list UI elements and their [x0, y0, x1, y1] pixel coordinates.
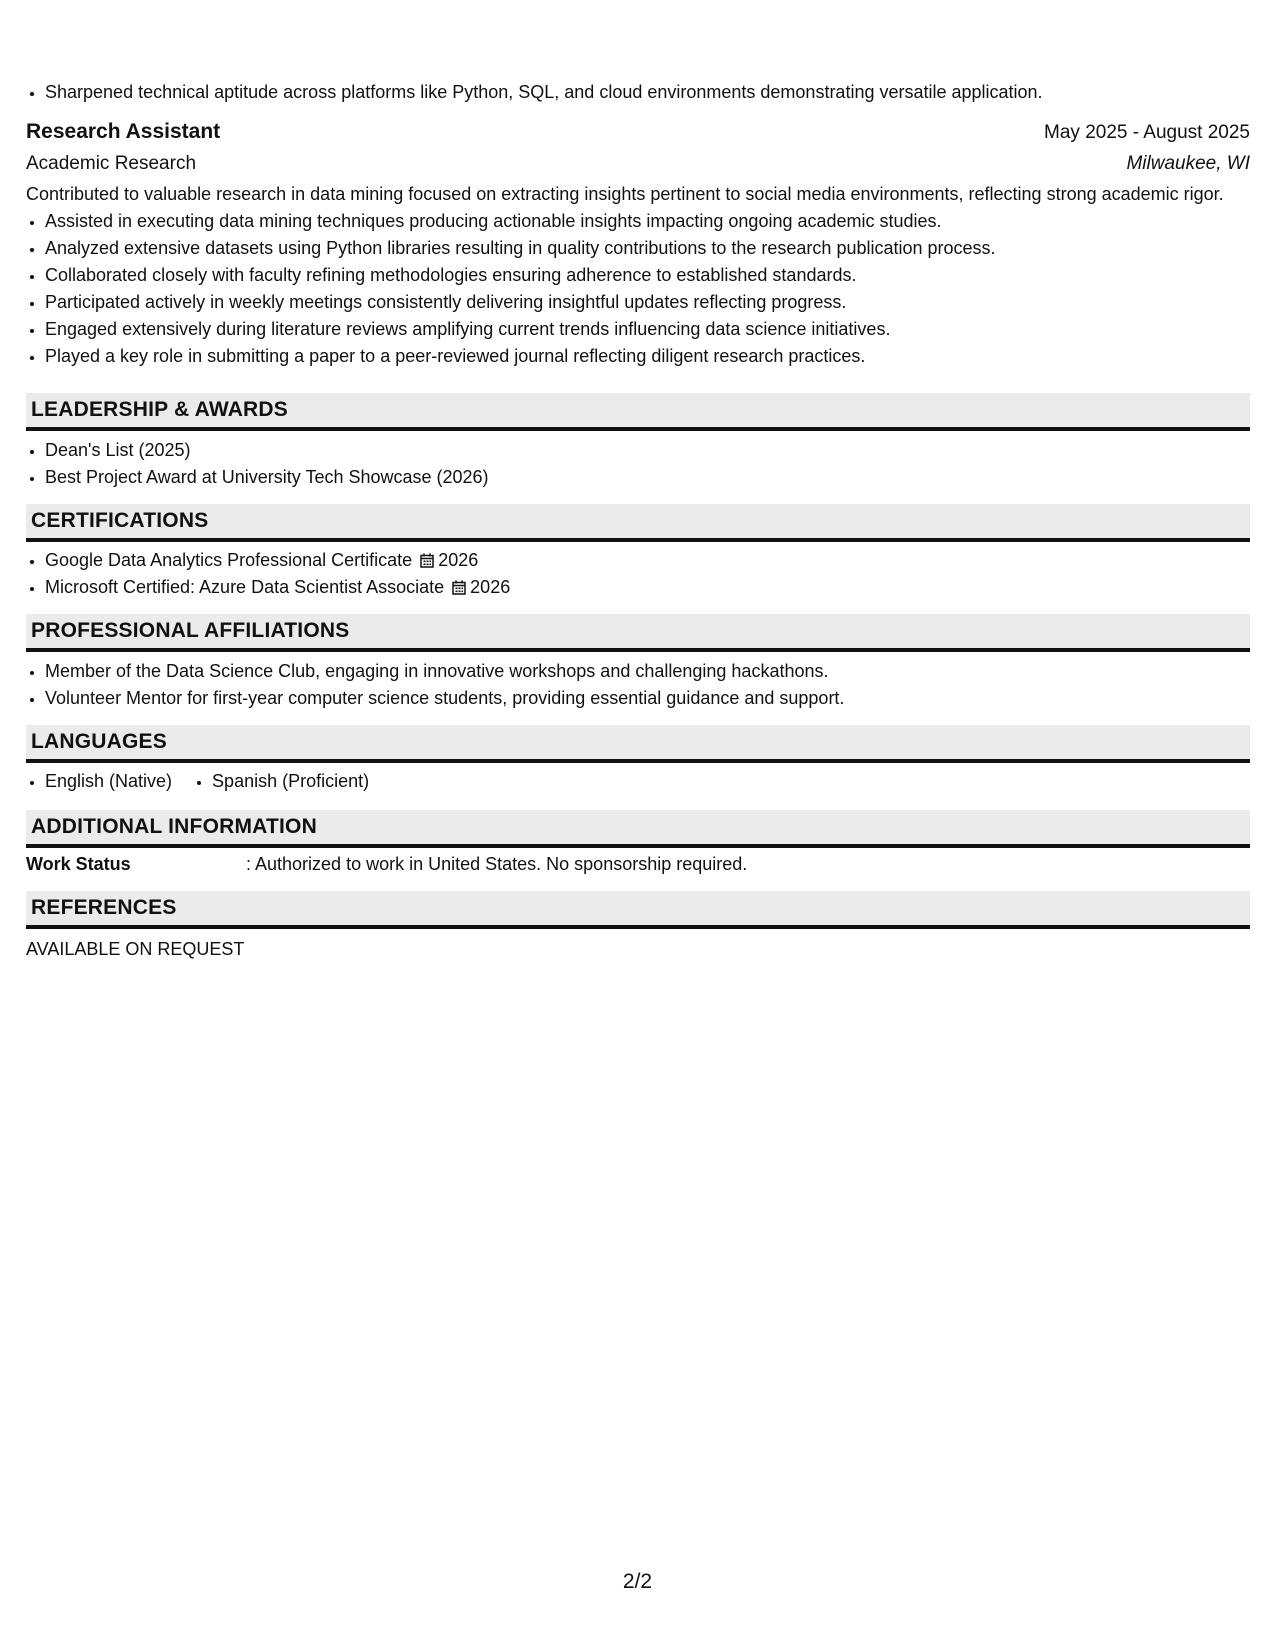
section-heading-additional-information [26, 810, 1250, 848]
certification-name: Google Data Analytics Professional Certificate [45, 550, 413, 570]
list-item: • Assisted in executing data mining techniques producing actionable insights impacting ongoing academic studies. [45, 208, 1250, 235]
work-status-value: : Authorized to work in United States. No sponsorship required. [246, 854, 748, 874]
section-heading-references [26, 891, 1250, 929]
list-item [45, 547, 1250, 574]
work-status-label: Work Status [26, 854, 131, 874]
certifications-section [26, 547, 1250, 601]
list-item: • English (Native) [45, 768, 172, 795]
previous-job-bullets [26, 79, 1269, 106]
certification-name: Microsoft Certified: Azure Data Scientist Associate [45, 577, 445, 597]
leadership-section [26, 437, 1250, 491]
section-title: ADDITIONAL INFORMATION [31, 815, 317, 838]
list-item: • Engaged extensively during literature reviews amplifying current trends influencing data science initiatives. [45, 316, 1250, 343]
section-heading-certifications [26, 504, 1250, 542]
languages-section [26, 768, 1250, 795]
job-location: Milwaukee, WI [1126, 153, 1250, 174]
job-organization: Academic Research [26, 153, 197, 174]
section-title: LANGUAGES [31, 730, 167, 753]
list-item: • Volunteer Mentor for first-year computer science students, providing essential guidance and support. [45, 685, 1250, 712]
section-title: LEADERSHIP & AWARDS [31, 398, 288, 421]
page-number: 2/2 [622, 1570, 653, 1593]
section-heading-leadership [26, 393, 1250, 431]
job-description: Contributed to valuable research in data mining focused on extracting insights pertinent to social media environments, reflecting strong academic rigor. [26, 184, 1224, 204]
list-item: • Played a key role in submitting a paper to a peer-reviewed journal reflecting diligent research practices. [45, 343, 1250, 370]
job-dates: May 2025 - August 2025 [1044, 122, 1250, 143]
references-text: AVAILABLE ON REQUEST [26, 939, 245, 959]
certification-year: 2026 [438, 550, 479, 570]
job-title: Research Assistant [26, 120, 221, 143]
list-item: • Dean's List (2025) [45, 437, 1250, 464]
list-item: • Spanish (Proficient) [212, 768, 369, 795]
list-item: • Best Project Award at University Tech Showcase (2026) [45, 464, 1250, 491]
affiliations-section [26, 658, 1250, 712]
job-bullets [26, 208, 1250, 370]
list-item: • Sharpened technical aptitude across platforms like Python, SQL, and cloud environments demonstrating versatile application. [45, 79, 1269, 106]
section-heading-languages [26, 725, 1250, 763]
section-heading-affiliations [26, 614, 1250, 652]
references-section [26, 936, 1250, 963]
additional-information-section [26, 851, 1250, 878]
section-title: REFERENCES [31, 896, 177, 919]
certification-year: 2026 [470, 577, 511, 597]
section-title: PROFESSIONAL AFFILIATIONS [31, 619, 350, 642]
list-item: • Participated actively in weekly meetings consistently delivering insightful updates reflecting progress. [45, 289, 1250, 316]
list-item: • Collaborated closely with faculty refining methodologies ensuring adherence to established standards. [45, 262, 1250, 289]
section-title: CERTIFICATIONS [31, 509, 209, 532]
calendar-icon [420, 553, 434, 568]
list-item: • Analyzed extensive datasets using Python libraries resulting in quality contributions to the research publication process. [45, 235, 1250, 262]
list-item: • Member of the Data Science Club, engaging in innovative workshops and challenging hackathons. [45, 658, 1250, 685]
job-research-assistant [26, 117, 1250, 370]
calendar-icon [452, 580, 466, 595]
list-item [45, 574, 1250, 601]
